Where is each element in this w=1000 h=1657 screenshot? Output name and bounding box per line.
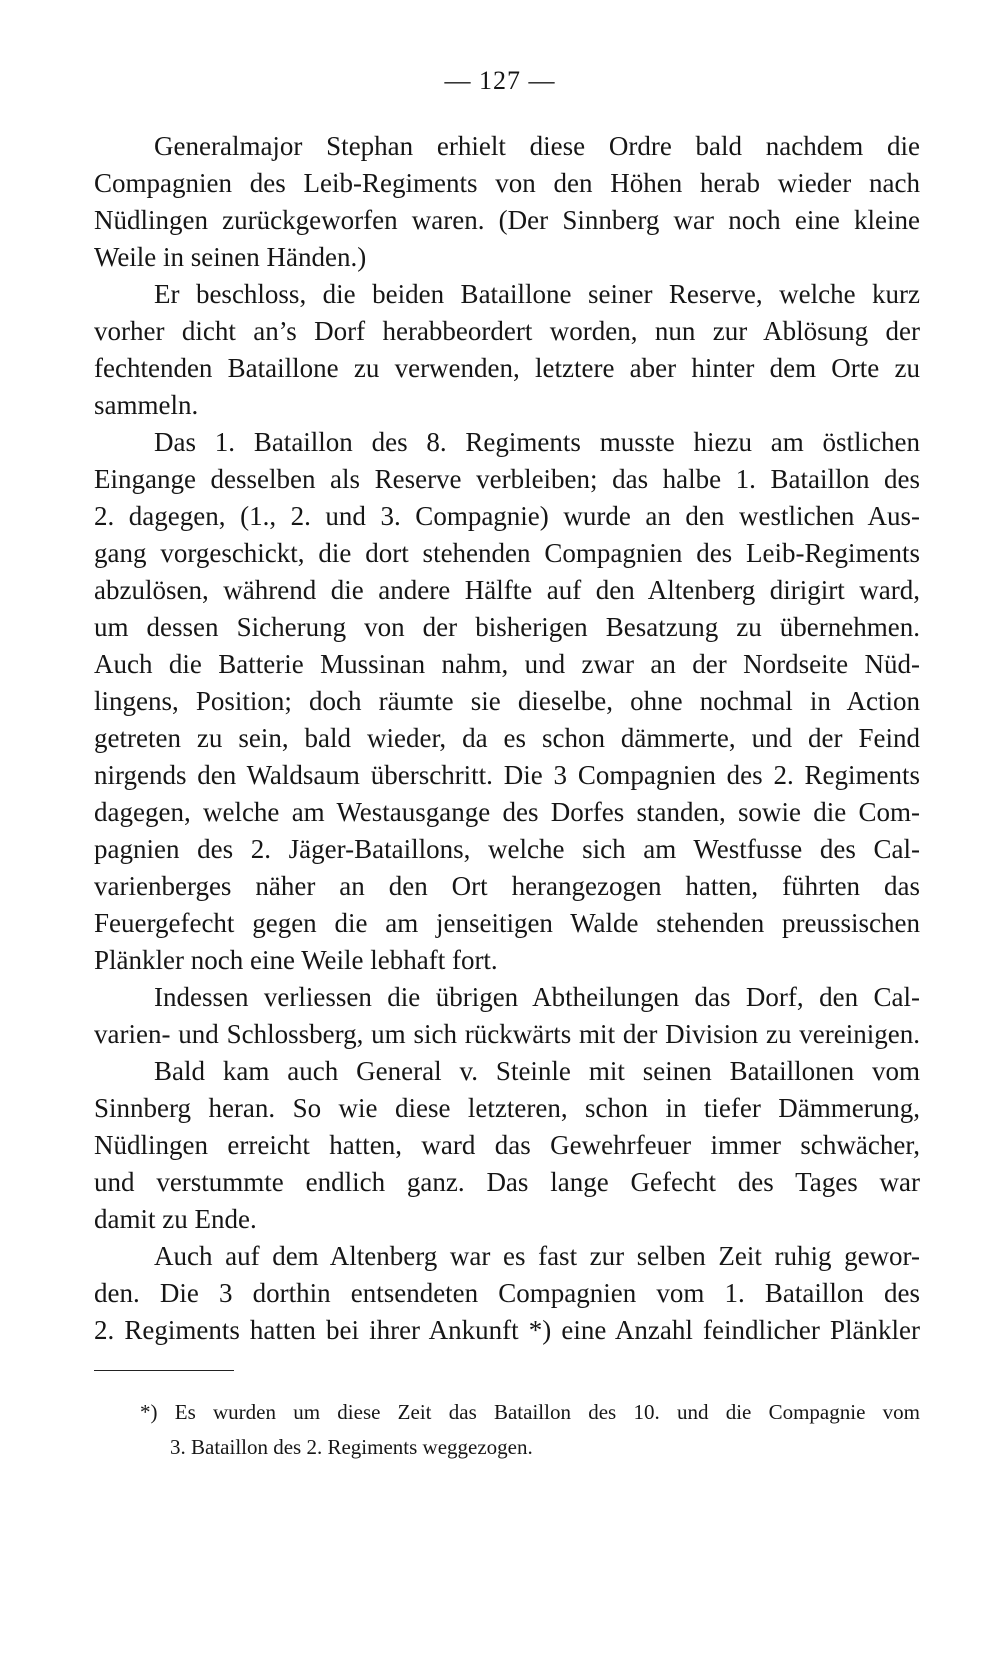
footnote-divider [94,1370,234,1371]
footnote [94,1395,920,1465]
text-line: um dessen Sicherung von der bisherigen Besatzung zu übernehmen. [94,612,920,642]
text-line: Auch auf dem Altenberg war es fast zur selben Zeit ruhig gewor- [154,1241,920,1271]
text-line: gang vorgeschickt, die dort stehenden Compagnien des Leib-Regiments [94,538,920,568]
body-text [94,128,920,1349]
text-line: Plänkler noch eine Weile lebhaft fort. [94,945,498,975]
text-line: abzulösen, während die andere Hälfte auf den Altenberg dirigirt ward, [94,575,920,605]
text-line: fechtenden Bataillone zu verwenden, letztere aber hinter dem Orte zu [94,353,920,383]
text-line: Er beschloss, die beiden Bataillone seiner Reserve, welche kurz [154,279,920,309]
text-line: pagnien des 2. Jäger-Bataillons, welche sich am Westfusse des Cal- [94,834,920,864]
text-line: Eingange desselben als Reserve verbleiben; das halbe 1. Bataillon des [94,464,920,494]
text-line: Das 1. Bataillon des 8. Regiments musste hiezu am östlichen [154,427,920,457]
text-line: sammeln. [94,390,199,420]
text-line: Auch die Batterie Mussinan nahm, und zwar an der Nordseite Nüd- [94,649,920,679]
text-line: Weile in seinen Händen.) [94,242,367,272]
text-line: Indessen verliessen die übrigen Abtheilungen das Dorf, den Cal- [154,982,920,1012]
text-line: dagegen, welche am Westausgange des Dorfes standen, sowie die Com- [94,797,920,827]
footnote-line: 3. Bataillon des 2. Regiments weggezogen. [170,1435,533,1459]
page-number: — 127 — [444,66,556,95]
text-line: Bald kam auch General v. Steinle mit seinen Bataillonen vom [154,1056,920,1086]
text-line: lingens, Position; doch räumte sie dieselbe, ohne nochmal in Action [94,686,920,716]
text-line: vorher dicht an’s Dorf herabbeordert worden, nun zur Ablösung der [94,316,920,346]
text-line: varienberges näher an den Ort herangezogen hatten, führten das [94,871,920,901]
text-line: und verstummte endlich ganz. Das lange Gefecht des Tages war [94,1167,920,1197]
text-line: 2. dagegen, (1., 2. und 3. Compagnie) wurde an den westlichen Aus- [94,501,920,531]
text-line: Nüdlingen erreicht hatten, ward das Gewehrfeuer immer schwächer, [94,1130,920,1160]
text-line: Sinnberg heran. So wie diese letzteren, schon in tiefer Dämmerung, [94,1093,920,1123]
text-line: nirgends den Waldsaum überschritt. Die 3 Compagnien des 2. Regiments [94,760,920,790]
text-line: Compagnien des Leib-Regiments von den Höhen herab wieder nach [94,168,920,198]
text-line: getreten zu sein, bald wieder, da es schon dämmerte, und der Feind [94,723,920,753]
text-line: 2. Regiments hatten bei ihrer Ankunft *) eine Anzahl feindlicher Plänkler [94,1315,920,1345]
text-line: damit zu Ende. [94,1204,257,1234]
text-line: Feuergefecht gegen die am jenseitigen Walde stehenden preussischen [94,908,920,938]
footnote-line: *) Es wurden um diese Zeit das Bataillon des 10. und die Compagnie vom [140,1400,920,1424]
text-line: den. Die 3 dorthin entsendeten Compagnien vom 1. Bataillon des [94,1278,920,1308]
text-line: Nüdlingen zurückgeworfen waren. (Der Sinnberg war noch eine kleine [94,205,920,235]
text-line: Generalmajor Stephan erhielt diese Ordre bald nachdem die [154,131,920,161]
text-line: varien- und Schlossberg, um sich rückwärts mit der Division zu vereinigen. [94,1019,920,1049]
